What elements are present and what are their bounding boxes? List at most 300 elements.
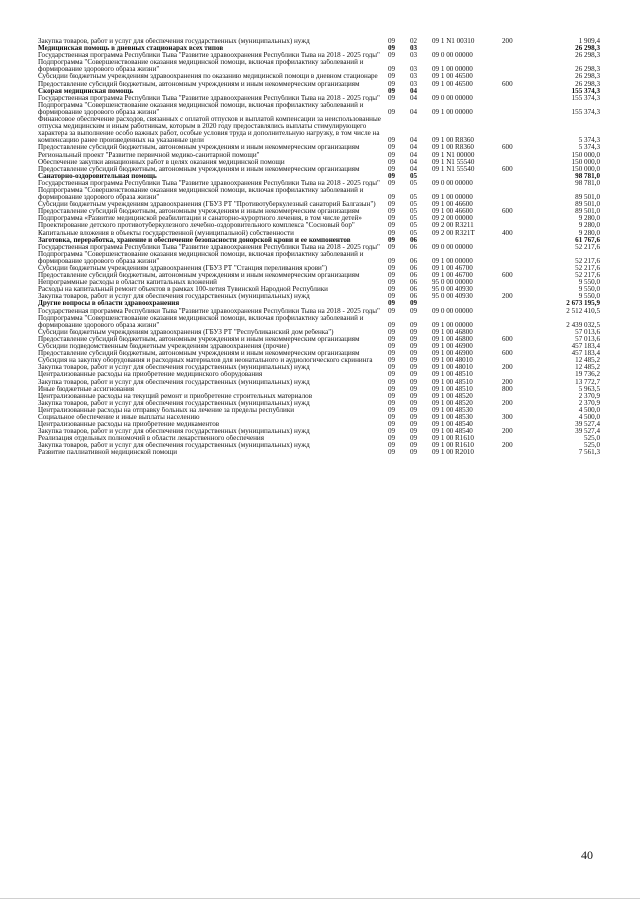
row-subsection-code: 03 [410, 52, 418, 60]
row-name: Медицинская помощь в дневных стационарах всех типов [38, 45, 224, 53]
row-subsection-code: 05 [410, 229, 418, 237]
row-subsection-code: 04 [410, 144, 418, 152]
row-section-code: 09 [388, 38, 396, 45]
table-row [38, 237, 600, 244]
table-row [38, 286, 600, 293]
row-name: Обеспечение закупки авиационных работ в целях оказания медицинской помощи [38, 158, 285, 166]
row-target-article: 09 2 00 R3211 [432, 222, 474, 230]
row-target-article: 09 1 00 R8360 [432, 136, 474, 145]
row-target-article: 95 0 00 40930 [432, 286, 473, 294]
row-expense-type: 200 [502, 378, 513, 386]
row-section-code: 09 [388, 136, 396, 145]
row-expense-type [502, 329, 530, 336]
row-subsection-code: 09 [410, 406, 418, 414]
row-section-code: 09 [388, 52, 396, 60]
row-amount: 9 550,0 [578, 286, 600, 294]
row-expense-type [502, 45, 530, 52]
row-subsection-code: 04 [410, 107, 418, 116]
row-expense-type [502, 251, 530, 265]
row-target-article: 09 1 00 48520 [432, 392, 473, 400]
row-target-article: 09 1 00 46600 [432, 208, 473, 216]
table-row [38, 222, 600, 229]
row-name: Непрограммные расходы в области капитальных вложений [38, 279, 217, 287]
row-subsection-code: 09 [410, 428, 418, 436]
row-amount: 2 512 410,5 [566, 307, 600, 315]
row-amount: 39 527,4 [575, 428, 600, 436]
row-section-code: 09 [388, 350, 396, 358]
row-subsection-code: 09 [410, 350, 418, 358]
row-name: Развитие паллиативной медицинской помощи [38, 449, 178, 457]
table-row [38, 215, 600, 222]
row-amount: 89 501,0 [575, 208, 600, 216]
row-subsection-code: 06 [410, 243, 418, 251]
row-amount: 9 550,0 [578, 279, 600, 287]
row-subsection-code: 09 [410, 442, 418, 450]
table-row [38, 251, 600, 265]
row-expense-type [502, 73, 530, 80]
row-subsection-code: 09 [410, 385, 418, 393]
row-expense-type [502, 357, 530, 364]
row-expense-type [502, 201, 530, 208]
row-expense-type: 800 [502, 385, 513, 393]
row-subsection-code: 09 [410, 328, 418, 336]
row-section-code: 09 [388, 65, 396, 74]
row-name: Подпрограмма "Совершенствование оказания медицинской помощи, включая профилактику заболеваний и формирование здорового образа жизни" [38, 101, 364, 116]
row-expense-type [502, 300, 530, 307]
row-target-article: 09 1 N1 55540 [432, 158, 475, 166]
row-amount: 26 298,3 [575, 73, 600, 81]
row-name: Субсидии подведомственным бюджетным учреждениям здравоохранения (прочие) [38, 343, 290, 351]
table-row [38, 116, 600, 144]
budget-table [38, 38, 600, 457]
row-target-article [432, 88, 502, 95]
row-section-code: 09 [388, 378, 396, 386]
row-section-code: 09 [388, 256, 396, 265]
row-amount: 2 673 195,9 [566, 300, 600, 308]
table-row [38, 449, 600, 456]
row-subsection-code: 04 [410, 165, 418, 173]
row-expense-type [502, 116, 530, 144]
row-name: Санаторно-оздоровительная помощь [38, 172, 157, 180]
row-subsection-code: 05 [410, 193, 418, 202]
row-amount: 52 217,6 [575, 272, 600, 280]
row-target-article: 09 1 N1 00310 [432, 38, 475, 45]
row-expense-type: 200 [502, 364, 513, 372]
row-target-article: 09 0 00 00000 [432, 243, 473, 251]
table-row [38, 336, 600, 343]
row-section-code: 09 [388, 320, 396, 329]
row-subsection-code: 04 [410, 94, 418, 102]
table-row [38, 442, 600, 449]
row-expense-type [502, 343, 530, 350]
row-subsection-code: 09 [410, 357, 418, 365]
row-section-code: 09 [388, 421, 396, 429]
row-subsection-code: 09 [410, 449, 418, 457]
row-subsection-code: 04 [410, 158, 418, 166]
table-row [38, 230, 600, 237]
row-amount: 52 217,6 [575, 256, 600, 265]
table-row [38, 166, 600, 173]
row-name: Централизованные расходы на приобретение медикаментов [38, 421, 220, 429]
table-row [38, 88, 600, 95]
row-section-code: 09 [388, 201, 396, 209]
row-section-code: 09 [388, 399, 396, 407]
row-amount: 2 370,9 [578, 399, 600, 407]
row-amount: 4 500,0 [578, 413, 600, 421]
table-row [38, 73, 600, 80]
row-subsection-code: 03 [410, 80, 418, 88]
row-subsection-code: 06 [410, 286, 418, 294]
table-row [38, 59, 600, 73]
row-amount: 39 527,4 [575, 421, 600, 429]
row-section-code: 09 [388, 222, 396, 230]
row-amount: 2 439 032,5 [566, 320, 600, 329]
row-name: Государственная программа Республики Тыва "Развитие здравоохранения Республики Тыва на 2018 - 2025 годы" [38, 307, 380, 315]
row-section-code: 09 [388, 328, 396, 336]
table-row [38, 279, 600, 286]
row-amount: 98 781,0 [575, 172, 600, 180]
row-amount: 155 374,3 [571, 107, 600, 116]
row-amount: 52 217,6 [575, 265, 600, 272]
row-subsection-code: 06 [410, 279, 418, 287]
row-section-code: 09 [388, 392, 396, 400]
row-section-code: 09 [388, 343, 396, 351]
table-row [38, 187, 600, 201]
row-amount: 13 772,7 [575, 378, 600, 386]
row-subsection-code: 09 [410, 307, 418, 315]
row-subsection-code: 03 [410, 65, 418, 74]
row-expense-type [502, 421, 530, 428]
row-section-code: 09 [388, 272, 396, 280]
table-row [38, 95, 600, 102]
row-section-code: 09 [388, 158, 396, 166]
row-name: Закупка товаров, работ и услуг для обеспечения государственных (муниципальных) нужд [38, 399, 310, 407]
row-section-code: 09 [388, 364, 396, 372]
row-subsection-code: 06 [410, 236, 418, 244]
budget-table-body [38, 38, 600, 457]
row-expense-type [502, 407, 530, 414]
row-name: Предоставление субсидий бюджетным, автономным учреждениям и иным некоммерческим организациям [38, 350, 360, 358]
row-name: Субсидии бюджетным учреждениям здравоохранения по оказанию медицинской помощи в дневном стационаре [38, 73, 378, 81]
row-name: Централизованные расходы на текущий ремонт и приобретение строительных материалов [38, 392, 313, 400]
table-row [38, 272, 600, 279]
row-name: Предоставление субсидий бюджетным, автономным учреждениям и иным некоммерческим организациям [38, 80, 360, 88]
row-amount: 26 298,3 [575, 80, 600, 88]
row-section-code: 09 [388, 449, 396, 457]
row-subsection-code: 04 [410, 151, 418, 159]
row-target-article: 09 0 00 00000 [432, 94, 473, 102]
row-section-code: 09 [388, 279, 396, 287]
row-amount: 4 500,0 [578, 406, 600, 414]
row-target-article: 09 0 00 00000 [432, 52, 473, 60]
row-name: Закупка товаров, работ и услуг для обеспечения государственных (муниципальных) нужд [38, 378, 310, 386]
row-amount: 155 374,3 [571, 94, 600, 102]
row-target-article: 09 1 00 48510 [432, 385, 473, 393]
row-target-article: 09 1 00 00000 [432, 320, 473, 329]
row-section-code: 09 [388, 371, 396, 379]
row-name: Субсидии бюджетным учреждениям здравоохранения (ГБУЗ РТ "Станция переливания крови") [38, 265, 328, 272]
row-target-article: 09 1 00 46700 [432, 265, 473, 272]
table-row [38, 300, 600, 307]
table-row [38, 180, 600, 187]
row-target-article: 09 1 00 46800 [432, 335, 473, 343]
table-row [38, 52, 600, 59]
row-section-code: 09 [388, 357, 396, 365]
row-subsection-code: 09 [410, 343, 418, 351]
row-section-code: 09 [388, 265, 396, 272]
table-row [38, 357, 600, 364]
row-name: Закупка товаров, работ и услуг для обеспечения государственных (муниципальных) нужд [38, 364, 310, 372]
row-subsection-code: 05 [410, 215, 418, 223]
row-name: Закупка товаров, работ и услуг для обеспечения государственных (муниципальных) нужд [38, 293, 310, 301]
row-expense-type: 600 [502, 165, 513, 173]
row-amount: 150 000,0 [571, 158, 600, 166]
row-name: Социальное обеспечение и иные выплаты населению [38, 413, 200, 421]
table-row [38, 315, 600, 329]
table-row [38, 293, 600, 300]
row-subsection-code: 05 [410, 222, 418, 230]
row-subsection-code: 09 [410, 300, 418, 308]
row-subsection-code: 05 [410, 201, 418, 209]
row-name: Государственная программа Республики Тыва "Развитие здравоохранения Республики Тыва на 2018 - 2025 годы" [38, 243, 380, 251]
table-row [38, 45, 600, 52]
row-subsection-code: 09 [410, 399, 418, 407]
row-target-article: 09 1 00 00000 [432, 193, 473, 202]
row-amount: 26 298,3 [575, 52, 600, 60]
row-amount: 12 485,2 [575, 364, 600, 372]
row-target-article: 09 1 N1 00000 [432, 151, 475, 159]
row-section-code: 09 [388, 300, 396, 308]
row-section-code: 09 [388, 151, 396, 159]
row-subsection-code: 06 [410, 293, 418, 301]
row-amount: 9 280,0 [578, 229, 600, 237]
row-subsection-code: 09 [410, 421, 418, 429]
row-subsection-code: 06 [410, 272, 418, 280]
row-target-article: 09 1 00 46700 [432, 272, 473, 280]
row-amount: 150 000,0 [571, 151, 600, 159]
row-amount: 1 909,4 [578, 38, 600, 45]
row-expense-type [502, 244, 530, 251]
row-name: Закупка товаров, работ и услуг для обеспечения государственных (муниципальных) нужд [38, 38, 310, 45]
row-target-article [432, 45, 502, 52]
row-target-article: 09 1 00 46900 [432, 343, 473, 351]
row-expense-type [502, 286, 530, 293]
row-section-code: 09 [388, 442, 396, 450]
row-target-article: 09 0 00 00000 [432, 307, 473, 315]
row-amount: 89 501,0 [575, 193, 600, 202]
row-target-article: 09 1 00 48510 [432, 371, 473, 379]
row-expense-type [502, 180, 530, 187]
row-subsection-code: 05 [410, 172, 418, 180]
row-expense-type [502, 308, 530, 315]
row-target-article [432, 173, 502, 180]
row-expense-type: 600 [502, 335, 513, 343]
row-expense-type: 600 [502, 208, 513, 216]
row-amount: 525,0 [584, 435, 600, 443]
row-amount: 98 781,0 [575, 179, 600, 187]
row-section-code: 09 [388, 229, 396, 237]
row-name: Закупка товаров, работ и услуг для обеспечения государственных (муниципальных) нужд [38, 442, 310, 450]
table-row [38, 386, 600, 393]
row-section-code: 09 [388, 413, 396, 421]
row-section-code: 09 [388, 172, 396, 180]
row-subsection-code: 09 [410, 320, 418, 329]
row-subsection-code: 02 [410, 38, 418, 45]
row-amount: 525,0 [584, 442, 600, 450]
row-subsection-code: 06 [410, 265, 418, 272]
row-target-article: 09 1 00 46600 [432, 201, 473, 209]
table-row [38, 421, 600, 428]
row-subsection-code: 06 [410, 256, 418, 265]
table-row [38, 208, 600, 215]
row-name: Скорая медицинская помощь [38, 87, 134, 95]
row-amount: 7 561,3 [578, 449, 600, 457]
row-target-article: 09 1 00 48010 [432, 357, 473, 365]
table-row [38, 414, 600, 421]
row-section-code: 09 [388, 243, 396, 251]
row-target-article: 09 1 00 48530 [432, 413, 473, 421]
row-amount: 155 374,3 [571, 87, 600, 95]
row-target-article: 09 1 00 48010 [432, 364, 473, 372]
row-name: Государственная программа Республики Тыва "Развитие здравоохранения Республики Тыва на 2018 - 2025 годы" [38, 52, 380, 60]
row-section-code: 09 [388, 87, 396, 95]
row-subsection-code: 09 [410, 364, 418, 372]
row-target-article: 09 1 00 46900 [432, 350, 473, 358]
row-target-article: 09 1 00 48530 [432, 406, 473, 414]
row-section-code: 09 [388, 193, 396, 202]
row-name: Предоставление субсидий бюджетным, автономным учреждениям и иным некоммерческим организациям [38, 272, 360, 280]
table-row [38, 144, 600, 151]
row-target-article: 09 1 00 R1610 [432, 435, 474, 443]
row-name: Подпрограмма "Совершенствование оказания медицинской помощи, включая профилактику заболеваний и формирование здорового образа жизни" [38, 186, 364, 202]
row-expense-type: 600 [502, 80, 513, 88]
row-name: Субсидии бюджетным учреждениям здравоохранения (ГБУЗ РТ "Противотуберкулезный санаторий Балгазын") [38, 201, 376, 209]
row-expense-type [502, 315, 530, 329]
row-section-code: 09 [388, 435, 396, 443]
table-row [38, 38, 600, 45]
row-target-article: 09 1 00 46800 [432, 328, 473, 336]
row-name: Централизованные расходы на отправку больных на лечение за пределы республики [38, 406, 295, 414]
table-row [38, 173, 600, 180]
table-row [38, 371, 600, 378]
row-expense-type: 200 [502, 442, 513, 450]
row-name: Подпрограмма «Развитие медицинской реабилитации и санаторно-курортного лечения, в том числе детей» [38, 215, 362, 223]
row-expense-type: 300 [502, 413, 513, 421]
row-expense-type [502, 435, 530, 442]
row-expense-type [502, 371, 530, 378]
row-expense-type [502, 187, 530, 201]
row-section-code: 09 [388, 165, 396, 173]
row-expense-type: 600 [502, 144, 513, 152]
footer-divider [0, 898, 640, 899]
row-subsection-code: 09 [410, 378, 418, 386]
row-amount: 2 370,9 [578, 392, 600, 400]
row-expense-type [502, 279, 530, 286]
row-section-code: 09 [388, 45, 396, 53]
row-target-article: 09 2 00 R321Т [432, 229, 475, 237]
row-amount: 457 183,4 [571, 343, 600, 351]
row-amount: 457 183,4 [571, 350, 600, 358]
row-target-article: 09 1 N1 55540 [432, 165, 475, 173]
table-row [38, 350, 600, 357]
row-name: Закупка товаров, работ и услуг для обеспечения государственных (муниципальных) нужд [38, 428, 310, 436]
row-name: Государственная программа Республики Тыва "Развитие здравоохранения Республики Тыва на 2018 - 2025 годы" [38, 94, 380, 102]
row-expense-type: 400 [502, 229, 513, 237]
row-expense-type: 200 [502, 428, 513, 436]
row-amount: 19 736,2 [575, 371, 600, 379]
row-expense-type [502, 102, 530, 116]
row-name: Проектирование детского противотуберкулезного лечебно-оздоровительного комплекса "Сосновый бор" [38, 222, 355, 230]
row-amount: 9 550,0 [578, 293, 600, 301]
row-amount: 61 767,6 [575, 236, 600, 244]
row-expense-type [502, 159, 530, 166]
row-name: Подпрограмма "Совершенствование оказания медицинской помощи, включая профилактику заболеваний и формирование здорового образа жизни" [38, 59, 364, 74]
row-target-article: 95 0 00 40930 [432, 293, 473, 301]
row-name: Государственная программа Республики Тыва "Развитие здравоохранения Республики Тыва на 2018 - 2025 годы" [38, 179, 380, 187]
row-target-article: 09 1 00 48540 [432, 421, 473, 429]
row-name: Субсидии бюджетным учреждениям здравоохранения (ГБУЗ РТ "Республиканский дом ребенка") [38, 328, 334, 336]
table-row [38, 343, 600, 350]
table-row [38, 102, 600, 116]
row-expense-type [502, 95, 530, 102]
row-name: Финансовое обеспечение расходов, связанных с оплатой отпусков и выплатой компенсации за неиспользованные отпуска медицинским и иным работникам, которым в 2020 году предоставлялись выплаты стимулирующего характера за выполнение особо важных работ, особые условия труда и дополнительную нагрузку, в том числе на компенсацию ранее произведенных на указанные цели [38, 116, 381, 145]
row-amount: 9 280,0 [578, 215, 600, 223]
row-expense-type [502, 59, 530, 73]
row-expense-type [502, 222, 530, 229]
row-name: Капитальные вложения в объекты государственной (муниципальной) собственности [38, 229, 294, 237]
row-section-code: 09 [388, 385, 396, 393]
row-subsection-code: 04 [410, 136, 418, 145]
row-amount: 26 298,3 [575, 65, 600, 74]
row-amount: 150 000,0 [571, 165, 600, 173]
row-target-article [432, 300, 502, 307]
table-row [38, 265, 600, 272]
table-row [38, 435, 600, 442]
table-row [38, 81, 600, 88]
row-target-article: 09 1 00 46500 [432, 80, 473, 88]
row-name: Реализация отдельных полномочий в области лекарственного обеспечения [38, 435, 264, 443]
row-section-code: 09 [388, 428, 396, 436]
row-target-article: 09 2 00 00000 [432, 215, 473, 223]
row-name: Региональный проект "Развитие первичной медико-санитарной помощи" [38, 151, 260, 159]
row-subsection-code: 04 [410, 87, 418, 95]
row-section-code: 09 [388, 236, 396, 244]
row-target-article: 09 1 00 48510 [432, 378, 473, 386]
row-subsection-code: 09 [410, 335, 418, 343]
row-section-code: 09 [388, 80, 396, 88]
row-subsection-code: 09 [410, 413, 418, 421]
row-amount: 12 485,2 [575, 357, 600, 365]
row-expense-type [502, 215, 530, 222]
table-row [38, 244, 600, 251]
row-amount: 5 374,3 [578, 136, 600, 145]
row-section-code: 09 [388, 179, 396, 187]
row-subsection-code: 03 [410, 73, 418, 81]
table-row [38, 379, 600, 386]
table-row [38, 152, 600, 159]
row-section-code: 09 [388, 215, 396, 223]
row-expense-type: 200 [502, 293, 513, 301]
row-name: Расходы на капитальный ремонт объектов в рамках 100-летия Тувинской Народной Республики [38, 286, 328, 294]
row-name: Централизованные расходы на приобретение медицинского оборудования [38, 371, 263, 379]
row-subsection-code: 09 [410, 435, 418, 443]
row-name: Предоставление субсидий бюджетным, автономным учреждениям и иным некоммерческим организациям [38, 144, 360, 152]
row-section-code: 09 [388, 286, 396, 294]
row-expense-type: 200 [502, 399, 513, 407]
row-name: Другие вопросы в области здравоохранения [38, 300, 180, 308]
row-amount: 26 298,3 [575, 45, 600, 53]
table-row [38, 308, 600, 315]
